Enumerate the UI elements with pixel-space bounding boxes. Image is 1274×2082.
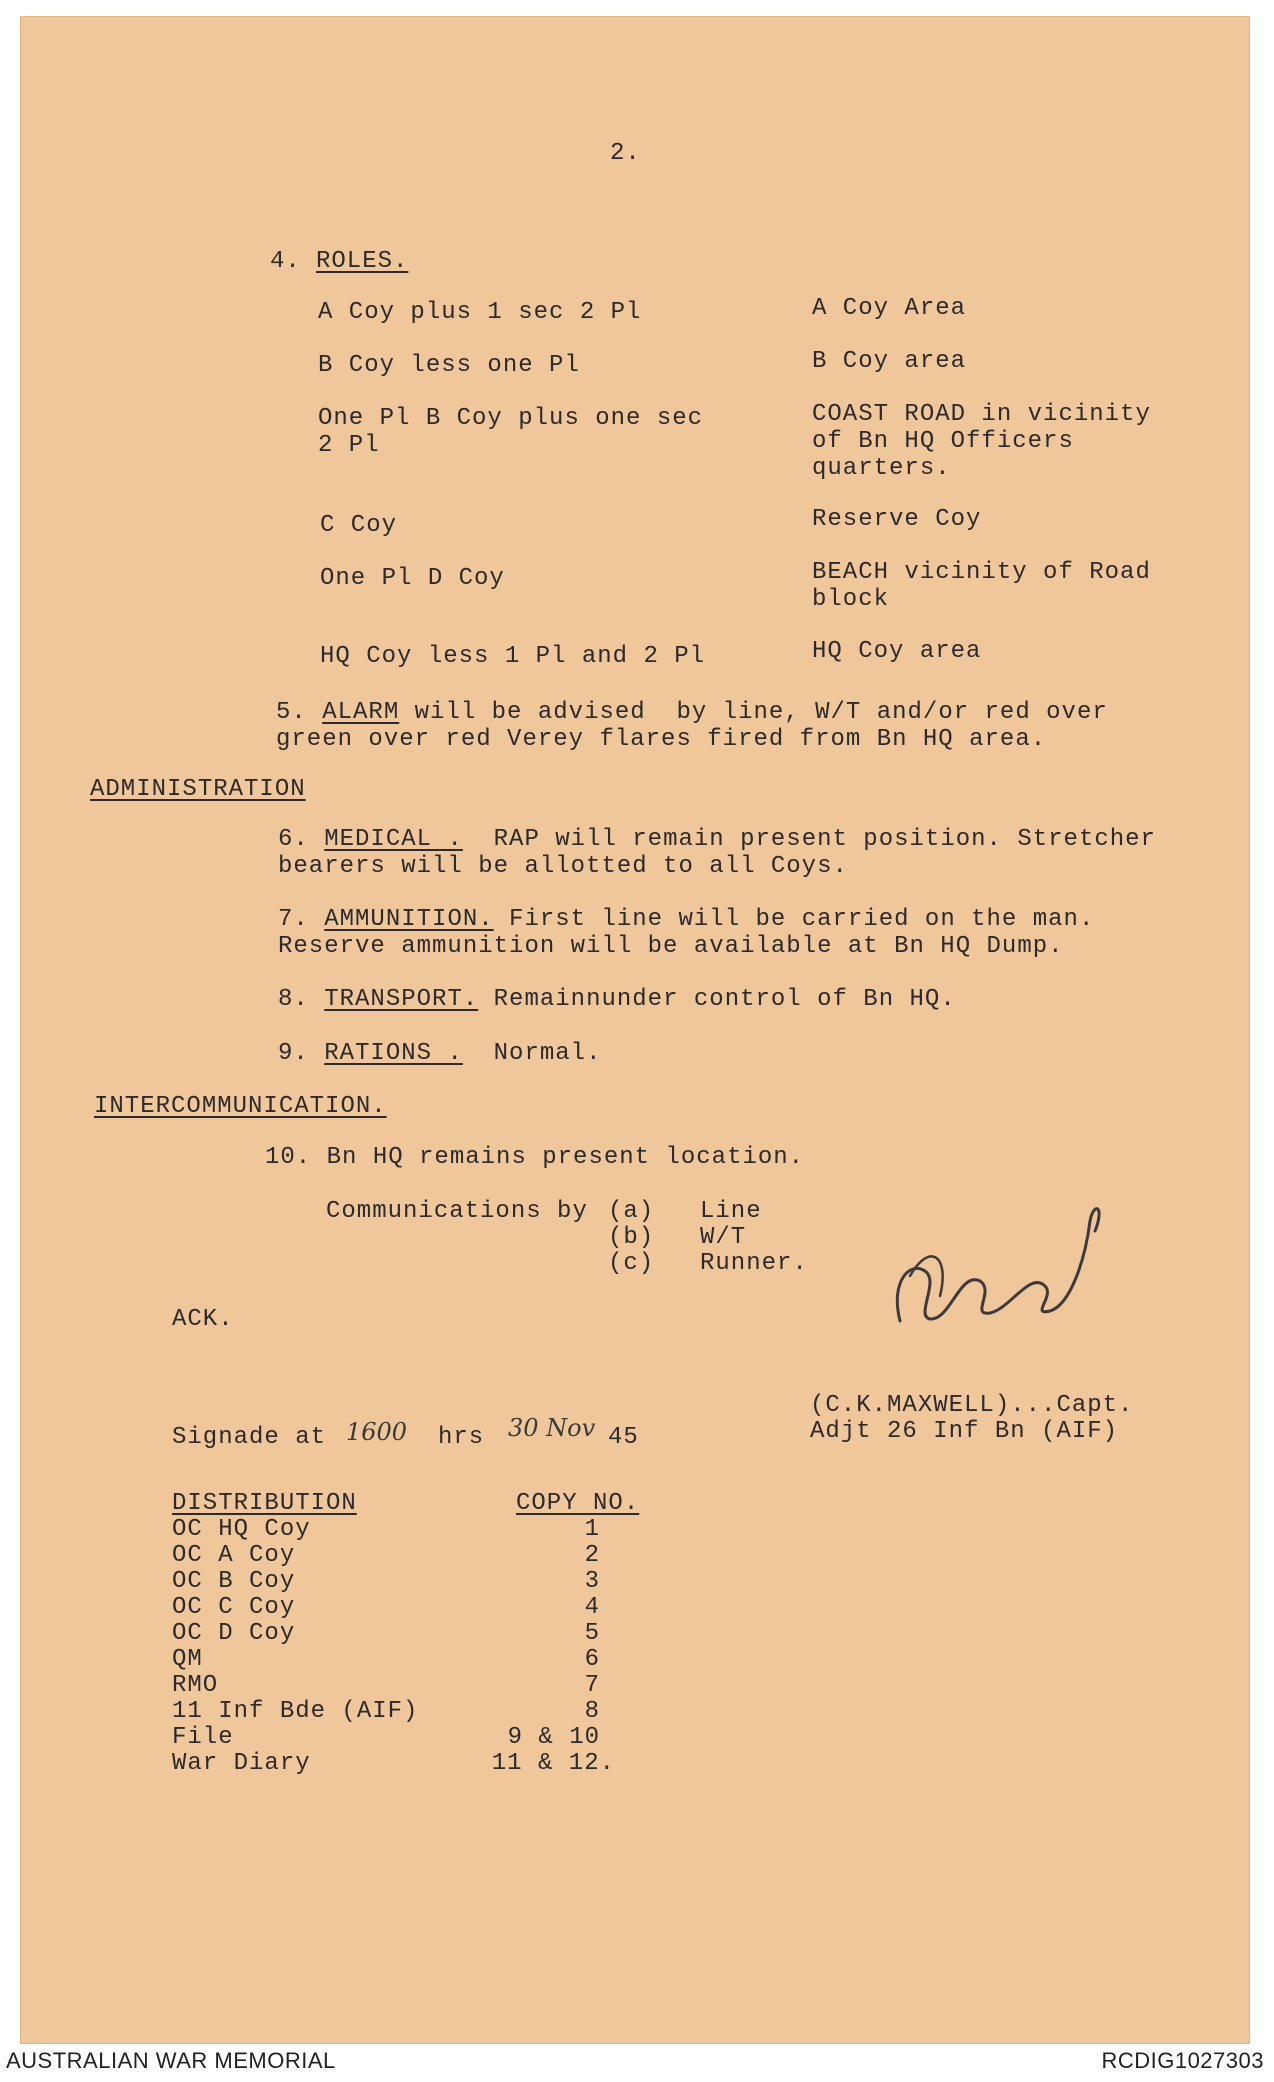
distribution-copy: 4 <box>584 1594 600 1621</box>
comm-key: (c) <box>608 1250 655 1277</box>
distribution-copy: 9 & 10 <box>507 1724 600 1751</box>
distribution-heading: DISTRIBUTION <box>172 1490 357 1517</box>
distribution-recipient: OC HQ Coy <box>172 1516 311 1543</box>
distribution-copy: 3 <box>584 1568 600 1595</box>
signatory-name: (C.K.MAXWELL)...Capt. <box>810 1392 1134 1419</box>
signed-hrs: hrs <box>438 1424 485 1451</box>
ammunition-line-2: Reserve ammunition will be available at Bn HQ Dump. <box>278 933 1064 960</box>
intercommunication-heading: INTERCOMMUNICATION. <box>94 1093 387 1120</box>
distribution-copy: 8 <box>584 1698 600 1725</box>
rations-label: RATIONS . <box>324 1040 463 1067</box>
comm-value: Runner. <box>700 1250 808 1277</box>
rations-line: 9. RATIONS . Normal. <box>278 1040 602 1067</box>
role-unit: A Coy plus 1 sec 2 Pl <box>318 299 642 326</box>
signatory-title: Adjt 26 Inf Bn (AIF) <box>810 1418 1119 1445</box>
role-task: BEACH vicinity of Road block <box>812 559 1151 613</box>
role-unit: One Pl D Coy <box>320 565 505 592</box>
signed-prefix: Signade at <box>172 1424 327 1451</box>
role-unit: HQ Coy less 1 Pl and 2 Pl <box>320 643 706 670</box>
alarm-label: ALARM <box>322 699 400 726</box>
distribution-recipient: OC D Coy <box>172 1620 296 1647</box>
document-page <box>20 16 1250 2044</box>
medical-line-2: bearers will be allotted to all Coys. <box>278 853 848 880</box>
role-task: B Coy area <box>812 348 967 375</box>
distribution-recipient: File <box>172 1724 234 1751</box>
copy-no-heading: COPY NO. <box>516 1490 640 1517</box>
transport-line: 8. TRANSPORT. Remainnunder control of Bn HQ. <box>278 986 956 1013</box>
medical-label: MEDICAL . <box>324 826 463 853</box>
distribution-recipient: QM <box>172 1646 203 1673</box>
distribution-copy: 7 <box>584 1672 600 1699</box>
role-unit: B Coy less one Pl <box>318 352 580 379</box>
distribution-recipient: 11 Inf Bde (AIF) <box>172 1698 419 1725</box>
role-unit: C Coy <box>320 512 398 539</box>
roles-heading: ROLES. <box>316 248 409 275</box>
role-task: Reserve Coy <box>812 506 982 533</box>
handwritten-signature <box>880 1201 1120 1351</box>
footer-archive-name: AUSTRALIAN WAR MEMORIAL <box>6 2048 336 2073</box>
distribution-recipient: War Diary <box>172 1750 311 1777</box>
ammunition-label: AMMUNITION. <box>324 906 494 933</box>
signed-time: 1600 <box>346 1418 408 1446</box>
comm-value: Line <box>700 1198 762 1225</box>
role-unit: One Pl B Coy plus one sec 2 Pl <box>318 405 704 459</box>
distribution-copy: 6 <box>584 1646 600 1673</box>
transport-label: TRANSPORT. <box>324 986 479 1013</box>
page-number: 2. <box>610 140 641 167</box>
distribution-recipient: OC B Coy <box>172 1568 296 1595</box>
comm-key: (a) <box>608 1198 655 1225</box>
alarm-line-2: green over red Verey flares fired from Bn HQ area. <box>276 726 1047 753</box>
role-task: A Coy Area <box>812 295 967 322</box>
distribution-copy: 2 <box>584 1542 600 1569</box>
roles-heading-number: 4. <box>270 248 301 275</box>
distribution-copy: 1 <box>584 1516 600 1543</box>
distribution-recipient: RMO <box>172 1672 219 1699</box>
medical-line-1: 6. MEDICAL . RAP will remain present position. Stretcher <box>278 826 1156 853</box>
role-task: COAST ROAD in vicinity of Bn HQ Officers quarters. <box>812 401 1151 482</box>
distribution-copy: 11 & 12. <box>491 1750 615 1777</box>
signed-year: 45 <box>608 1424 639 1451</box>
communications-label: Communications by <box>326 1198 588 1225</box>
comm-key: (b) <box>608 1224 655 1251</box>
distribution-recipient: OC C Coy <box>172 1594 296 1621</box>
administration-heading: ADMINISTRATION <box>90 776 306 803</box>
role-task: HQ Coy area <box>812 638 982 665</box>
ammunition-line-1: 7. AMMUNITION. First line will be carried on the man. <box>278 906 1095 933</box>
ack: ACK. <box>172 1306 234 1333</box>
signed-date: 30 Nov <box>508 1414 596 1442</box>
footer-record-id: RCDIG1027303 <box>1101 2048 1264 2073</box>
distribution-recipient: OC A Coy <box>172 1542 296 1569</box>
bn-hq-location: 10. Bn HQ remains present location. <box>265 1144 805 1171</box>
alarm-line-1: 5. ALARM will be advised by line, W/T and/or red over <box>276 699 1108 726</box>
comm-value: W/T <box>700 1224 747 1251</box>
distribution-copy: 5 <box>584 1620 600 1647</box>
